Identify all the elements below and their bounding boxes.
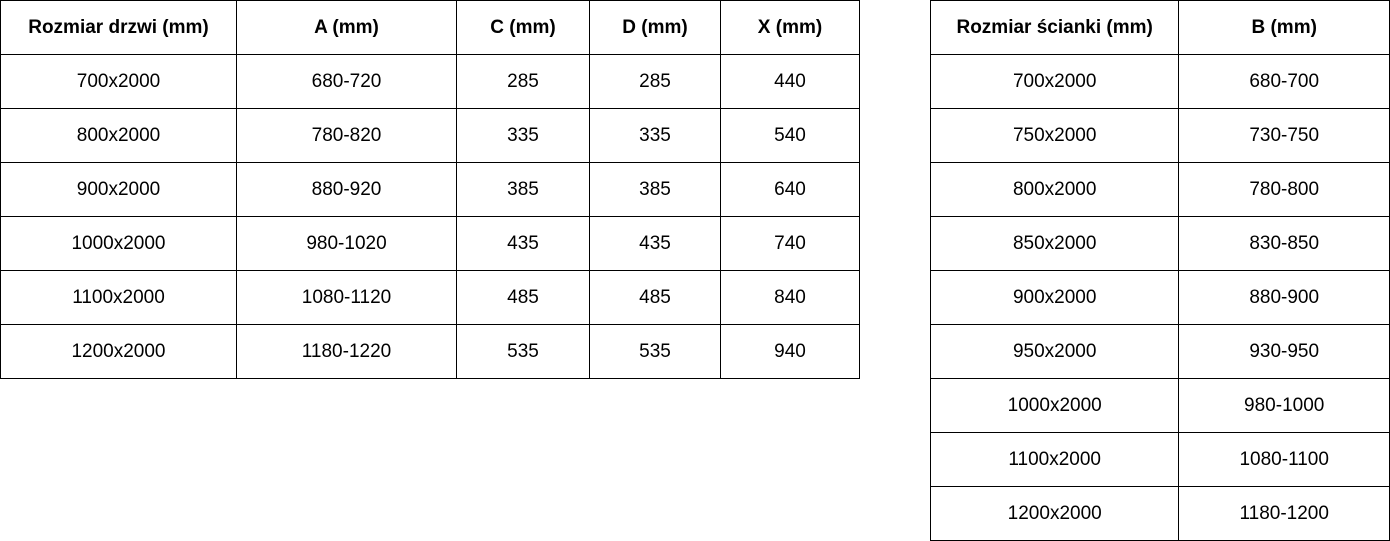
cell-x: 840 bbox=[721, 271, 860, 325]
cell-c: 535 bbox=[457, 325, 590, 379]
cell-wall-size: 1100x2000 bbox=[931, 433, 1179, 487]
cell-wall-size: 950x2000 bbox=[931, 325, 1179, 379]
table-row bbox=[931, 163, 1390, 217]
cell-b: 830-850 bbox=[1179, 217, 1390, 271]
cell-c: 385 bbox=[457, 163, 590, 217]
cell-a: 680-720 bbox=[237, 55, 457, 109]
cell-b: 780-800 bbox=[1179, 163, 1390, 217]
table-row bbox=[931, 379, 1390, 433]
cell-wall-size: 900x2000 bbox=[931, 271, 1179, 325]
door-sizes-table-head bbox=[1, 1, 860, 55]
table-row bbox=[1, 271, 860, 325]
cell-b: 1080-1100 bbox=[1179, 433, 1390, 487]
column-header-a: A (mm) bbox=[237, 1, 457, 55]
table-row bbox=[1, 163, 860, 217]
column-header-b: B (mm) bbox=[1179, 1, 1390, 55]
cell-door-size: 900x2000 bbox=[1, 163, 237, 217]
wall-sizes-table-head bbox=[931, 1, 1390, 55]
cell-c: 285 bbox=[457, 55, 590, 109]
cell-d: 535 bbox=[590, 325, 721, 379]
table-row bbox=[1, 325, 860, 379]
table-row bbox=[931, 217, 1390, 271]
wall-sizes-table bbox=[930, 0, 1390, 541]
cell-b: 680-700 bbox=[1179, 55, 1390, 109]
cell-b: 1180-1200 bbox=[1179, 487, 1390, 541]
table-row bbox=[931, 55, 1390, 109]
cell-x: 940 bbox=[721, 325, 860, 379]
cell-wall-size: 750x2000 bbox=[931, 109, 1179, 163]
cell-door-size: 1000x2000 bbox=[1, 217, 237, 271]
table-header-row bbox=[931, 1, 1390, 55]
column-header-wall-size: Rozmiar ścianki (mm) bbox=[931, 1, 1179, 55]
cell-b: 730-750 bbox=[1179, 109, 1390, 163]
column-header-x: X (mm) bbox=[721, 1, 860, 55]
cell-wall-size: 1000x2000 bbox=[931, 379, 1179, 433]
table-row bbox=[931, 271, 1390, 325]
cell-wall-size: 700x2000 bbox=[931, 55, 1179, 109]
table-row bbox=[1, 55, 860, 109]
cell-a: 980-1020 bbox=[237, 217, 457, 271]
cell-door-size: 1200x2000 bbox=[1, 325, 237, 379]
cell-b: 980-1000 bbox=[1179, 379, 1390, 433]
cell-d: 385 bbox=[590, 163, 721, 217]
cell-b: 930-950 bbox=[1179, 325, 1390, 379]
cell-c: 335 bbox=[457, 109, 590, 163]
wall-sizes-table-body bbox=[931, 55, 1390, 541]
cell-b: 880-900 bbox=[1179, 271, 1390, 325]
cell-d: 285 bbox=[590, 55, 721, 109]
cell-a: 1180-1220 bbox=[237, 325, 457, 379]
column-header-d: D (mm) bbox=[590, 1, 721, 55]
table-row bbox=[931, 325, 1390, 379]
cell-d: 485 bbox=[590, 271, 721, 325]
cell-a: 880-920 bbox=[237, 163, 457, 217]
table-header-row bbox=[1, 1, 860, 55]
column-header-door-size: Rozmiar drzwi (mm) bbox=[1, 1, 237, 55]
cell-x: 540 bbox=[721, 109, 860, 163]
cell-wall-size: 850x2000 bbox=[931, 217, 1179, 271]
table-row bbox=[1, 217, 860, 271]
table-row bbox=[931, 433, 1390, 487]
cell-c: 435 bbox=[457, 217, 590, 271]
door-sizes-table bbox=[0, 0, 860, 379]
table-row bbox=[931, 487, 1390, 541]
cell-d: 435 bbox=[590, 217, 721, 271]
column-header-c: C (mm) bbox=[457, 1, 590, 55]
table-row bbox=[1, 109, 860, 163]
cell-c: 485 bbox=[457, 271, 590, 325]
cell-d: 335 bbox=[590, 109, 721, 163]
cell-wall-size: 1200x2000 bbox=[931, 487, 1179, 541]
cell-door-size: 1100x2000 bbox=[1, 271, 237, 325]
cell-a: 1080-1120 bbox=[237, 271, 457, 325]
cell-door-size: 700x2000 bbox=[1, 55, 237, 109]
cell-x: 740 bbox=[721, 217, 860, 271]
table-row bbox=[931, 109, 1390, 163]
cell-x: 440 bbox=[721, 55, 860, 109]
cell-a: 780-820 bbox=[237, 109, 457, 163]
door-sizes-table-body bbox=[1, 55, 860, 379]
cell-door-size: 800x2000 bbox=[1, 109, 237, 163]
cell-wall-size: 800x2000 bbox=[931, 163, 1179, 217]
cell-x: 640 bbox=[721, 163, 860, 217]
